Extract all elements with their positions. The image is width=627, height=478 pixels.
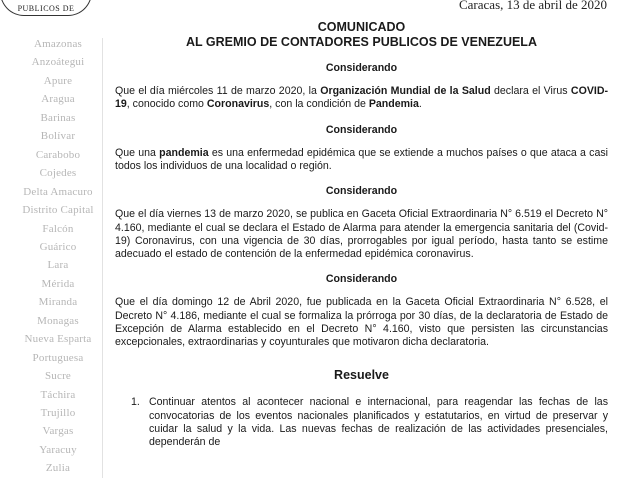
sidebar-state-item: Nueva Esparta (24, 333, 92, 346)
sidebar-state-item: Lara (47, 259, 69, 272)
sidebar-states-list (14, 38, 103, 478)
sidebar-state-item: Apure (43, 74, 73, 87)
sidebar-state-item: Zulia (45, 462, 71, 475)
sidebar-state-item: Sucre (44, 370, 72, 383)
document-title (115, 20, 608, 50)
logo-text: PUBLICOS DE (17, 4, 75, 13)
sidebar-state-item: Guárico (39, 240, 77, 253)
document-date: Caracas, 13 de abril de 2020 (458, 0, 607, 12)
logo (0, 0, 92, 16)
sidebar-state-item: Vargas (42, 425, 74, 438)
title-line-1: COMUNICADO (317, 20, 406, 34)
considerando-heading-1: Considerando (325, 62, 398, 74)
list-item-number: 1. (131, 396, 140, 409)
sidebar-state-item: Mérida (41, 277, 75, 290)
sidebar-state-item: Delta Amacuro (23, 185, 93, 198)
sidebar-state-item: Distrito Capital (22, 204, 94, 217)
paragraph-3: Que el día viernes 13 de marzo 2020, se publica en Gaceta Oficial Extraordinaria N° 6.519 el Decreto N° 4.160, mediante el cual se declara el Estado de Alarma para atender la emergencia sanitaria del (Covid-19) Coronavirus, con una vigencia de 30 días, prorrogables por igual período, hasta tanto se estime adecuado el estado de contención de la enfermedad epidémica coronavirus. (115, 208, 608, 261)
sidebar-state-item: Trujillo (40, 407, 76, 419)
resuelve-heading: Resuelve (334, 368, 389, 383)
list-item (115, 396, 608, 449)
title-line-2: AL GREMIO DE CONTADORES PUBLICOS DE VENEZUELA (186, 35, 537, 49)
considerando-heading-3: Considerando (325, 185, 398, 198)
sidebar-state-item: Barinas (40, 111, 76, 124)
sidebar-state-item: Táchira (40, 388, 76, 401)
sidebar-state-item: Amazonas (33, 38, 83, 50)
sidebar-state-item: Falcón (42, 222, 74, 235)
sidebar-state-item: Aragua (41, 93, 75, 106)
paragraph-4: Que el día domingo 12 de Abril 2020, fue publicada en la Gaceta Oficial Extraordinaria N° 6.528, el Decreto N° 4.186, mediante el cual se formaliza la prórroga por 30 días, de la declaratoria de Estado de Excepción de Alarma establecido en el Decreto N° 4.160, visto que persisten las circunstancias excepcionales, extraordinarias y coyunturales que motivaron dicha declaratoria. (115, 296, 608, 349)
considerando-heading-4: Considerando (325, 273, 398, 286)
sidebar-state-item: Yaracuy (39, 443, 77, 456)
paragraph-2: Que una pandemia es una enfermedad epidémica que se extiende a muchos países o que ataca a casi todos los individuos de una localidad o región. (115, 146, 608, 173)
sidebar-state-item: Portuguesa (32, 351, 84, 364)
sidebar-state-item: Cojedes (39, 167, 77, 180)
sidebar-state-item: Bolívar (40, 130, 76, 143)
considerando-heading-2: Considerando (325, 123, 398, 136)
sidebar-state-item: Carabobo (35, 148, 81, 161)
sidebar-state-item: Miranda (38, 296, 78, 309)
paragraph-1: Que el día miércoles 11 de marzo 2020, la Organización Mundial de la Salud declara el Virus COVID-19, conocido como Coronavirus, con la condición de Pandemia. (115, 85, 608, 111)
sidebar-state-item: Anzoátegui (31, 56, 85, 69)
sidebar-state-item: Monagas (37, 314, 79, 327)
document-body (115, 20, 608, 449)
list-item-text: Continuar atentos al acontecer nacional e internacional, para reagendar las fechas de las convocatorias de los eventos nacionales planificados y estatutarios, en virtud de preservar y cuidar la salud y la vida. Las nuevas fechas de realización de las actividades presenciales, dependerán de (149, 396, 608, 449)
